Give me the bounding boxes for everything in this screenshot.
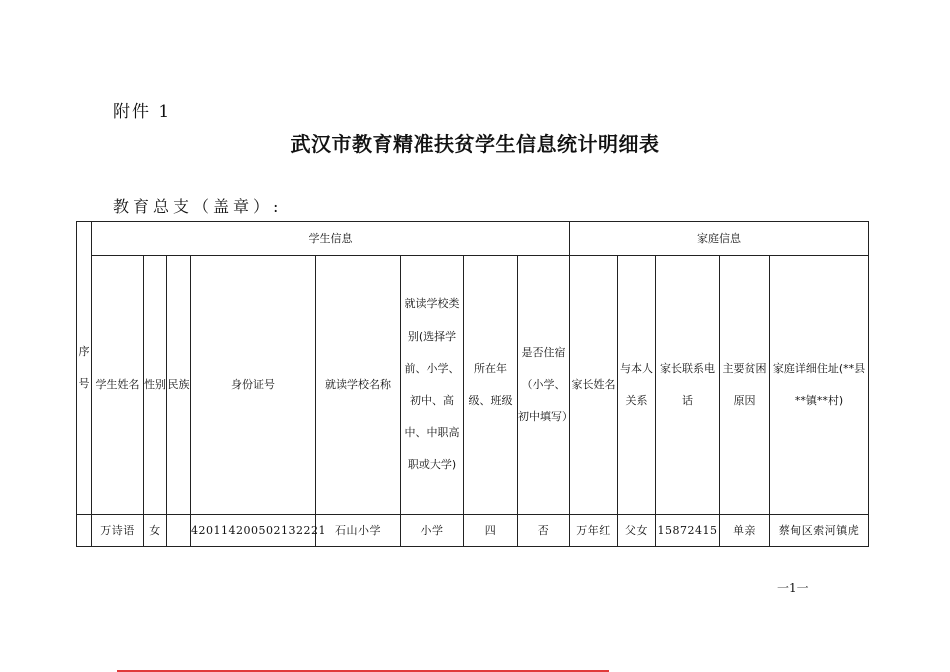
cell-relationship: 父女	[618, 515, 656, 547]
header-address: 家庭详细住址(**县**镇**村)	[770, 256, 869, 515]
student-info-table	[76, 221, 869, 547]
group-family-info: 家庭信息	[570, 222, 869, 256]
cell-school-name: 石山小学	[316, 515, 401, 547]
header-school-type: 就读学校类别(选择学前、小学、初中、高中、中职高职或大学)	[401, 256, 464, 515]
cell-grade-class: 四	[464, 515, 518, 547]
header-relationship: 与本人关系	[618, 256, 656, 515]
cell-student-name: 万诗语	[92, 515, 144, 547]
header-school-name: 就读学校名称	[316, 256, 401, 515]
cell-id-number: 420114200502132221	[191, 515, 316, 547]
header-seq: 序号	[77, 222, 92, 515]
cell-ethnicity	[167, 515, 191, 547]
cell-school-type: 小学	[401, 515, 464, 547]
table-row	[77, 515, 869, 547]
group-student-info: 学生信息	[92, 222, 570, 256]
annex-label: 附件 1	[113, 102, 172, 122]
header-id-number: 身份证号	[191, 256, 316, 515]
header-ethnicity: 民族	[167, 256, 191, 515]
header-gender: 性别	[144, 256, 167, 515]
cell-seq	[77, 515, 92, 547]
header-parent-phone: 家长联系电话	[656, 256, 720, 515]
cell-boarding: 否	[518, 515, 570, 547]
header-parent-name: 家长姓名	[570, 256, 618, 515]
header-poverty-reason: 主要贫困原因	[720, 256, 770, 515]
cell-gender: 女	[144, 515, 167, 547]
header-boarding: 是否住宿（小学、初中填写）	[518, 256, 570, 515]
cell-parent-name: 万年红	[570, 515, 618, 547]
header-grade-class: 所在年级、班级	[464, 256, 518, 515]
header-student-name: 学生姓名	[92, 256, 144, 515]
cell-poverty-reason: 单亲	[720, 515, 770, 547]
page-number: 一1一	[777, 581, 809, 595]
cell-parent-phone: 15872415	[656, 515, 720, 547]
page-title: 武汉市教育精准扶贫学生信息统计明细表	[290, 132, 660, 156]
cell-address: 蔡甸区索河镇虎	[770, 515, 869, 547]
branch-seal-label: 教育总支（盖章）:	[113, 197, 283, 216]
